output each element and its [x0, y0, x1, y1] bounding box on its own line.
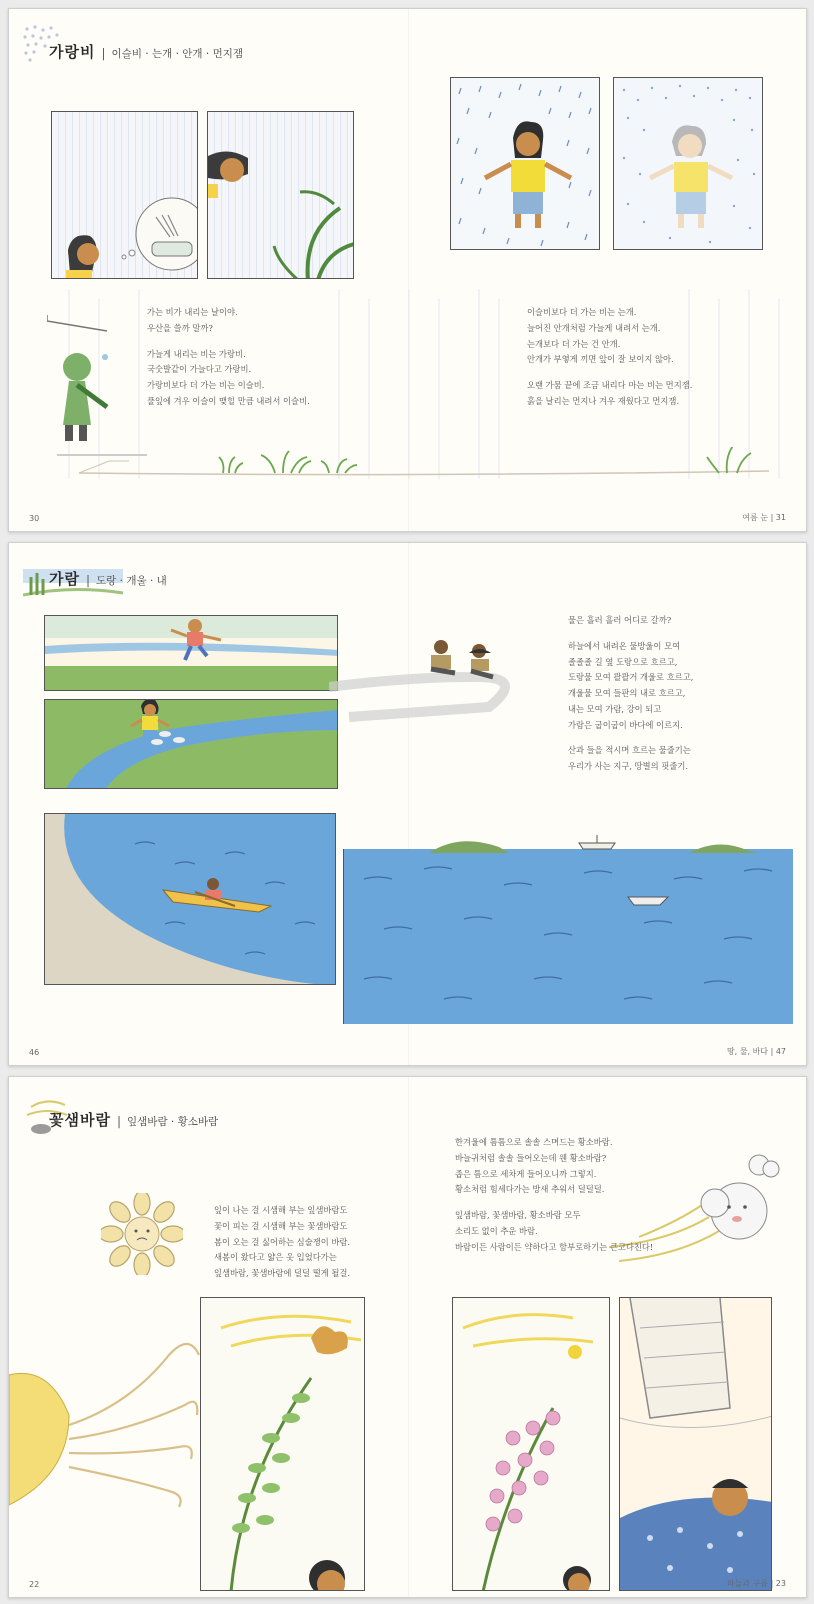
text-line: 풀잎에 겨우 이슬이 맺힐 만큼 내려서 이슬비. [147, 395, 310, 406]
body-text-left [147, 305, 310, 410]
flower-face-illustration [101, 1193, 183, 1275]
leaf-branch-bird-illustration [201, 1298, 365, 1591]
text-line: 좁은 틈으로 세차게 들어오니까 그렇지. [455, 1168, 597, 1179]
illustration-panel-rain-noodles [51, 111, 198, 279]
heading-divider: | [85, 573, 91, 587]
text-line: 봄이 오는 걸 싫어하는 심술쟁이 바람. [214, 1236, 351, 1247]
text-line: 우리가 사는 지구, 땅별의 핏줄기. [568, 761, 689, 771]
text-line: 잎샘바람, 꽃샘바람에 덜덜 떨게 될걸. [214, 1268, 351, 1278]
section-heading [49, 568, 167, 589]
text-line: 잎샘바람, 꽃샘바람, 황소바람 모두 [455, 1210, 581, 1220]
text-line: 개울물 모여 들판의 내로 흐르고, [568, 688, 686, 698]
text-line: 우산을 쓸까 말까? [147, 322, 213, 333]
page-number-left: 46 [29, 1048, 40, 1057]
section-title: 가람 [49, 570, 80, 588]
face-and-plant-illustration [208, 112, 354, 279]
text-line: 안개가 부옇게 끼면 앞이 잘 보이지 않아. [527, 354, 674, 365]
illustration-panel-ditch [44, 615, 338, 691]
text-line: 가람은 굽이굽이 바다에 이르지. [568, 719, 683, 730]
illustration-panel-river-sea [343, 849, 793, 1024]
book-spread-garam [8, 542, 807, 1066]
body-text-right [527, 305, 692, 410]
text-line: 흙을 날리는 먼지나 겨우 재웠다고 먼지잼. [527, 395, 680, 406]
text-line: 새봄이 왔다고 얇은 옷 입었다가는 [214, 1252, 337, 1263]
page-number-left: 22 [29, 1580, 40, 1589]
two-kids-sitting-illustration [421, 633, 511, 693]
illustration-panel-flower-wind [452, 1297, 610, 1591]
boy-in-canoe-illustration [45, 814, 336, 985]
section-title: 가랑비 [49, 43, 96, 61]
text-line: 이슬비보다 더 가는 비는 는개. [527, 307, 637, 317]
girl-with-umbrella-illustration [47, 315, 147, 465]
girl-on-creek-stones-illustration [45, 700, 338, 789]
page-number-right: 하늘과 구름 | 23 [726, 1579, 786, 1588]
text-line: 황소처럼 힘세다가는 방새 추워서 덜덜덜. [455, 1184, 605, 1195]
text-line: 소리도 없이 추운 바람. [455, 1225, 538, 1236]
text-line: 하늘에서 내려온 물방울이 모여 [568, 640, 681, 651]
book-spread-kkotsaembaram [8, 1076, 807, 1598]
illustration-panel-drizzle [450, 77, 600, 250]
illustration-panel-leaf-wind [200, 1297, 365, 1591]
heading-divider: | [101, 46, 106, 60]
text-line: 바늘귀처럼 솔솔 들어오는데 웬 황소바람? [455, 1152, 607, 1163]
boy-jumping-ditch-illustration [45, 616, 338, 691]
illustration-panel-stream [44, 813, 336, 985]
text-line: 국숫발같이 가늘다고 가랑비. [147, 364, 252, 375]
text-line: 한겨울에 틈틈으로 솔솔 스며드는 황소바람. [455, 1137, 613, 1147]
page-number-right: 땅, 물, 바다 | 47 [726, 1047, 786, 1056]
page-number-right: 여름 눈 | 31 [742, 513, 786, 522]
illustration-panel-creek [44, 699, 338, 789]
illustration-panel-misty-rain [613, 77, 763, 250]
text-line: 가늘게 내리는 비는 가랑비. [147, 348, 246, 359]
text-line: 가는 비가 내리는 날이야. [147, 307, 238, 317]
text-line: 산과 들을 적시며 흐르는 물줄기는 [568, 745, 691, 756]
text-line: 도랑물 모여 콸콸거 개울로 흐르고, [568, 672, 694, 683]
section-subtitle: 잎샘바람 · 황소바람 [127, 1116, 219, 1128]
text-line: 꽃이 피는 걸 시샘해 부는 꽃샘바람도 [214, 1220, 348, 1231]
text-line: 내는 모여 가람, 강이 되고 [568, 703, 662, 714]
text-line: 바람이든 사람이든 약하다고 함부로하기는 큰코다친다! [455, 1241, 654, 1252]
section-heading [49, 1109, 218, 1130]
illustration-panel-rain-plant [207, 111, 354, 279]
book-spread-garangbi [8, 8, 807, 532]
body-text-right [455, 1135, 653, 1255]
text-line: 가랑비보다 더 가는 비는 이슬비. [147, 380, 265, 390]
heading-divider: | [116, 1114, 122, 1128]
text-line: 졸졸졸 길 옆 도랑으로 흐르고, [568, 656, 678, 667]
girl-in-mist-illustration [614, 78, 763, 250]
page-number-left: 30 [29, 514, 40, 523]
section-heading [49, 41, 243, 62]
section-title: 꽃샘바람 [49, 1111, 111, 1129]
text-line: 오랜 가뭄 끝에 조금 내리다 마는 비는 먼지잼. [527, 380, 693, 390]
child-in-bed-window-illustration [620, 1298, 772, 1591]
text-line: 물은 흘러 흘러 어디로 갈까? [568, 615, 672, 625]
blowing-wind-face-illustration [9, 1335, 209, 1535]
girl-in-drizzle-illustration [451, 78, 600, 250]
text-line: 늘어진 안개처럼 가늘게 내려서 는개. [527, 322, 661, 333]
section-subtitle: 이슬비 · 는개 · 안개 · 먼지잼 [111, 48, 243, 60]
gutter [408, 1077, 409, 1597]
text-line: 잎이 나는 걸 시샘해 부는 잎샘바람도 [214, 1205, 348, 1215]
illustration-panel-window-bed [619, 1297, 772, 1591]
distant-hills-illustration [429, 827, 769, 857]
text-line: 는개보다 더 가는 건 안개. [527, 338, 621, 349]
body-text-left [214, 1203, 350, 1282]
pink-flowers-bee-illustration [453, 1298, 610, 1591]
river-with-boats-illustration [344, 849, 793, 1024]
body-text-right [568, 613, 693, 775]
section-subtitle: 도랑 · 개울 · 내 [96, 575, 167, 587]
girl-thinking-noodles-illustration [52, 112, 198, 279]
ground-grass-illustration [9, 447, 807, 487]
